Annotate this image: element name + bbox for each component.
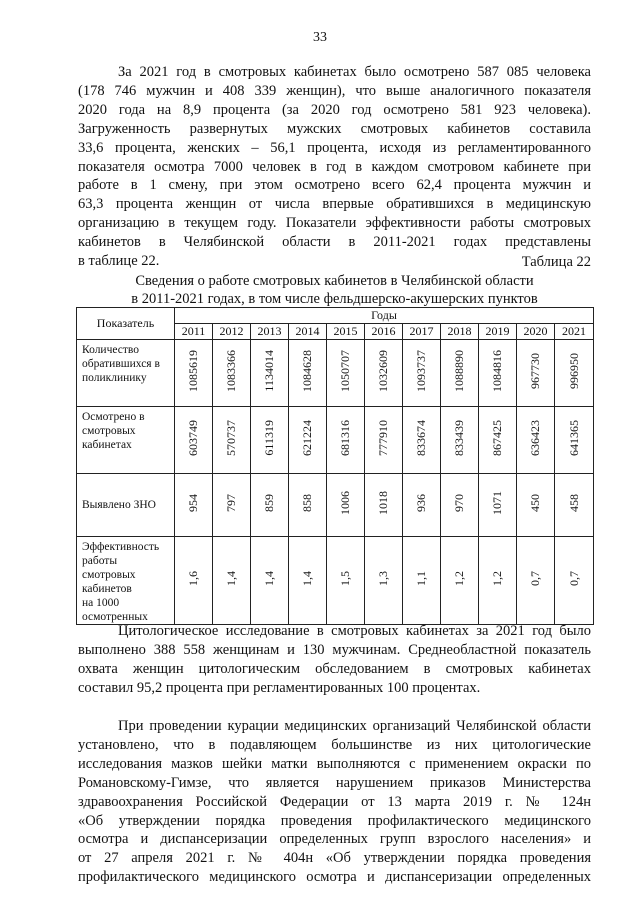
table-cell	[327, 407, 365, 474]
cell-value: 1,1	[414, 571, 428, 586]
cell-value: 1018	[376, 491, 390, 515]
row-label-line: Количество	[82, 344, 139, 356]
table-cell	[555, 537, 594, 625]
cell-value: 1,3	[376, 571, 390, 586]
table-cell	[517, 407, 555, 474]
text-line: 33,6 процента, женских – 56,1 процента, исходя из регламентированного	[78, 139, 591, 156]
table-cell	[555, 407, 594, 474]
header-years: Годы	[175, 308, 594, 324]
table-cell	[213, 407, 251, 474]
table-cell	[289, 474, 327, 537]
paragraph-cytology	[78, 622, 591, 698]
text-line: здравоохранения Российской Федерации от 13 марта 2019 г. № 124н	[78, 793, 591, 810]
cell-value: 867425	[490, 420, 504, 456]
text-line: Загруженность развернутых мужских смотровых кабинетов составила	[78, 120, 591, 137]
cell-value: 954	[186, 494, 200, 512]
table-cell	[251, 340, 289, 407]
table-cell	[441, 407, 479, 474]
text-line: организацию в текущем году. Показатели эффективности работы смотровых	[78, 215, 591, 232]
table-caption-line: в 2011-2021 годах, в том числе фельдшерско-акушерских пунктов	[131, 291, 538, 307]
cell-value: 636423	[528, 420, 542, 456]
table-cell	[441, 340, 479, 407]
table-cell	[175, 340, 213, 407]
table-cell	[365, 407, 403, 474]
table-cell	[251, 407, 289, 474]
cell-value: 621224	[300, 420, 314, 456]
row-label	[77, 407, 175, 474]
cell-value: 603749	[186, 420, 200, 456]
cell-value: 967730	[528, 353, 542, 389]
cell-value: 1032609	[376, 350, 390, 392]
table-cell	[289, 340, 327, 407]
row-label-line: кабинетов	[82, 583, 132, 595]
cell-value: 1006	[338, 491, 352, 515]
text-line: 2020 года на 8,9 процента (за 2020 год осмотрено 581 923 человека).	[78, 101, 591, 118]
cell-value: 970	[452, 494, 466, 512]
year-header: 2015	[327, 324, 365, 340]
row-label-line: обратившихся в	[82, 358, 160, 370]
cell-value: 641365	[566, 420, 581, 456]
table-caption-line: Сведения о работе смотровых кабинетов в Челябинской области	[135, 273, 534, 289]
table-cell	[213, 537, 251, 625]
cell-value: 1084816	[490, 350, 504, 392]
table-cell	[365, 537, 403, 625]
text-line: Романовскому-Гимзе, что является нарушением приказов Министерства	[78, 774, 591, 791]
row-label-line: кабинетах	[82, 439, 132, 451]
row-label-line: Выявлено ЗНО	[82, 499, 156, 511]
cell-value: 611319	[262, 420, 276, 456]
cell-value: 1,4	[262, 571, 276, 586]
table-caption	[78, 272, 591, 308]
cell-value: 458	[566, 494, 581, 512]
text-line: выполнено 388 558 женщинам и 130 мужчинам. Среднеобластной показатель	[78, 641, 591, 658]
year-header: 2020	[517, 324, 555, 340]
cell-value: 833439	[452, 420, 466, 456]
row-label-line: смотровых	[82, 425, 136, 437]
cell-value: 0,7	[566, 571, 581, 586]
table-cell	[175, 537, 213, 625]
table-number: Таблица 22	[521, 254, 591, 270]
table-cell	[327, 340, 365, 407]
cell-value: 1,4	[300, 571, 314, 586]
text-line: 63,3 процента женщин от числа впервые обратившихся в медицинскую	[78, 196, 591, 213]
table-cell	[479, 474, 517, 537]
table-cell	[555, 474, 594, 537]
table-cell	[175, 407, 213, 474]
cell-value: 1,2	[452, 571, 466, 586]
row-label-line: Осмотрено в	[82, 411, 145, 423]
year-header: 2011	[175, 324, 213, 340]
cell-value: 1085619	[186, 350, 200, 392]
table-row	[77, 340, 594, 407]
cell-value: 996950	[566, 353, 581, 389]
cell-value: 1093737	[414, 350, 428, 392]
text-line: от 27 апреля 2021 г. № 404н «Об утверждении порядка проведения	[78, 850, 591, 867]
table-row	[77, 474, 594, 537]
cell-value: 0,7	[528, 571, 542, 586]
cell-value: 1,4	[224, 571, 238, 586]
page-number: 33	[313, 30, 327, 45]
table-cell	[289, 407, 327, 474]
text-line: (178 746 мужчин и 408 339 женщин), что выше аналогичного показателя	[78, 82, 591, 99]
cell-value: 1134014	[262, 350, 276, 392]
year-header: 2013	[251, 324, 289, 340]
table-cell	[403, 474, 441, 537]
row-label-line: поликлинику	[82, 372, 147, 384]
table-cell	[517, 537, 555, 625]
table-cell	[479, 340, 517, 407]
table-cell	[479, 537, 517, 625]
cell-value: 570737	[224, 420, 238, 456]
cell-value: 858	[300, 494, 314, 512]
year-header: 2012	[213, 324, 251, 340]
cell-value: 1,2	[490, 571, 504, 586]
row-label	[77, 340, 175, 407]
text-line: исследования мазков шейки матки выполняются с применением окраски по	[78, 755, 591, 772]
cell-value: 936	[414, 494, 428, 512]
table-cell	[213, 340, 251, 407]
row-label-line: на 1000	[82, 597, 120, 609]
cell-value: 1,6	[186, 571, 200, 586]
table-cell	[251, 474, 289, 537]
row-label-line: осмотренных	[82, 611, 148, 623]
year-header: 2019	[479, 324, 517, 340]
table-cell	[289, 537, 327, 625]
year-header: 2014	[289, 324, 327, 340]
cell-value: 1071	[490, 491, 504, 515]
cell-value: 450	[528, 494, 542, 512]
table-cell	[403, 340, 441, 407]
year-header: 2016	[365, 324, 403, 340]
table-cell	[555, 340, 594, 407]
table-cell	[441, 474, 479, 537]
cell-value: 833674	[414, 420, 428, 456]
cell-value: 681316	[338, 420, 352, 456]
text-line: охвата женщин цитологическим обследованием в смотровых кабинетах	[78, 660, 591, 677]
table-row	[77, 407, 594, 474]
text-line: составил 95,2 процента при регламентированных 100 процентах.	[78, 679, 481, 696]
table-cell	[403, 407, 441, 474]
text-line: осмотра и диспансеризации определенных групп взрослого населения» и	[78, 831, 591, 848]
cell-value: 1,5	[338, 571, 352, 586]
row-label-line: Эффективность	[82, 541, 160, 553]
table-cell	[365, 474, 403, 537]
row-label-line: смотровых	[82, 569, 136, 581]
screening-rooms-table	[76, 307, 594, 625]
cell-value: 777910	[376, 420, 390, 456]
table-cell	[517, 340, 555, 407]
text-line: кабинетов в Челябинской области в 2011-2021 годах представлены	[78, 234, 591, 251]
table-cell	[517, 474, 555, 537]
text-line: в таблице 22.	[78, 253, 160, 270]
text-line: «Об утверждении порядка проведения профилактического медицинского	[78, 812, 591, 829]
text-line: Цитологическое исследование в смотровых кабинетах за 2021 год было	[118, 623, 591, 639]
cell-value: 1083366	[224, 350, 238, 392]
row-label-line: работы	[82, 555, 118, 567]
text-line: За 2021 год в смотровых кабинетах было осмотрено 587 085 человека	[118, 64, 591, 80]
year-header: 2021	[555, 324, 594, 340]
table-cell	[403, 537, 441, 625]
cell-value: 859	[262, 494, 276, 512]
row-label	[77, 474, 175, 537]
year-header: 2018	[441, 324, 479, 340]
table-cell	[251, 537, 289, 625]
table-cell	[441, 537, 479, 625]
table-cell	[213, 474, 251, 537]
year-header: 2017	[403, 324, 441, 340]
table-cell	[479, 407, 517, 474]
table-cell	[327, 537, 365, 625]
text-line: При проведении курации медицинских организаций Челябинской области	[118, 718, 591, 734]
text-line: работе в 1 смену, при этом осмотрено всего 62,4 процента мужчин и	[78, 177, 591, 194]
text-line: показателя осмотра 7000 человек в год в каждом смотровом кабинете при	[78, 158, 591, 175]
paragraph-curation	[78, 717, 591, 887]
paragraph-screening-results	[78, 63, 591, 271]
table-cell	[327, 474, 365, 537]
header-indicator: Показатель	[77, 308, 175, 340]
text-line: установлено, что в подавляющем большинстве из них цитологические	[78, 736, 591, 753]
cell-value: 1084628	[300, 350, 314, 392]
cell-value: 797	[224, 494, 238, 512]
text-line: профилактического медицинского осмотра и диспансеризации определенных	[78, 869, 591, 886]
table-row	[77, 537, 594, 625]
cell-value: 1050707	[338, 350, 352, 392]
table-cell	[175, 474, 213, 537]
cell-value: 1088890	[452, 350, 466, 392]
table-cell	[365, 340, 403, 407]
row-label	[77, 537, 175, 625]
